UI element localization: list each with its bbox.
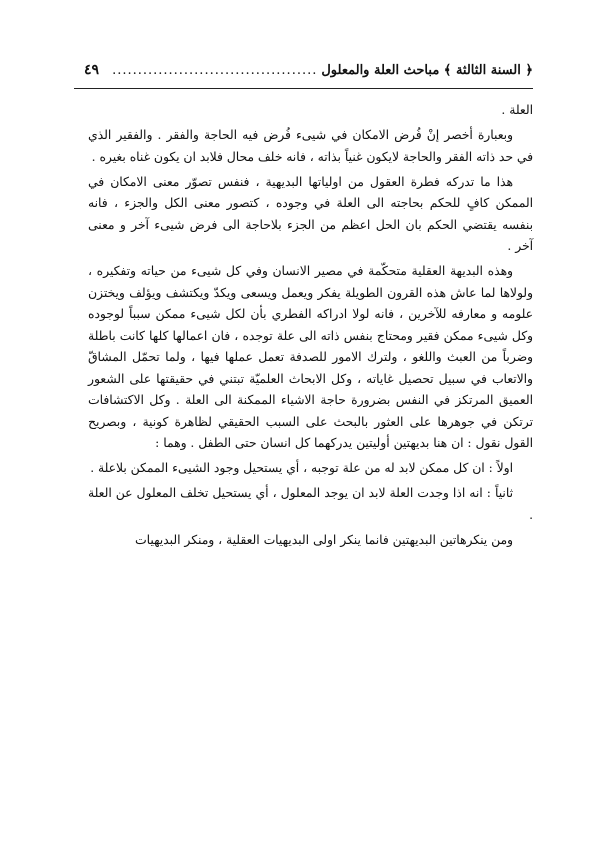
paragraph: وهذه البديهة العقلية متحكّمة في مصير الانسان وفي كل شيىء من حياته وتفكيره ، ولولاها لما عاش هذه القرون الطويلة يفكر ويعمل ويسعى ويكدّ ويكتشف ويؤلف ويختزن علومه و معارفه للآخرين ، فانه لولا ادراكه الفطري بأن لكل شيىء ممكن سبباً لوجوده وكل شيىء ممكن فقير ومحتاج بنفس ذاته الى علة توجده ، فان اعمالها كلها كانت باطلة وضرباً من العبث واللغو ، ولترك الامور للصدفة تعمل عملها فيها ، ولما تحمّل المشاقّ والاتعاب في سبيل تحصيل غاياته ، وكل الابحاث العلميّة تبتني في حقيقتها على الشعور العميق المرتكز في النفس بضرورة حاجة الاشياء الممكنة الى العلة . وكل الاكتشافات ترتكن في جوهرها على العثور بالبحث على السبب الحقيقي لظاهرة كونية ، وبصريح القول نقول : ان هنا بديهتين أوليتين يدركهما كل انسان حتى الطفل . وهما : (88, 264, 533, 450)
running-header (84, 62, 533, 88)
header-rule (74, 88, 533, 89)
page-body (88, 100, 533, 555)
page-number: ٤٩ (84, 62, 100, 78)
paragraph-first-axiom: اولاً : ان كل ممكن لابد له من علة توجبه ، أي يستحيل وجود الشيىء الممكن بلاعلة . (90, 461, 513, 475)
paragraph-second-axiom: ثانياً : انه اذا وجدت العلة لابد ان يوجد المعلول ، أي يستحيل تخلف المعلول عن العلة . (88, 486, 533, 522)
paragraph: هذا ما تدركه فطرة العقول من اولياتها البديهية ، فنفس تصوّر معنى الامكان في الممكن كافٍ للحكم بحاجته الى العلة في وجوده ، كتصور معنى الكل والجزء ، فانه بنفسه يقتضي الحكم بان الحل اعظم من الجزء بلاحاجة الى فرض شيىء آخر و معنى آخر . (88, 174, 533, 253)
paragraph-continuation: العلة . (501, 103, 533, 117)
header-title: ﴿ السنة الثالثة ﴾ مباحث العلة والمعلول (321, 63, 533, 78)
header-dot-leader: ........................................ (112, 63, 318, 78)
paragraph: وبعبارة أخصر إنْ فُرض الامكان في شيىء فُرض فيه الحاجة والفقر . والفقير الذي في حد ذاته الفقر والحاجة لايكون غنياً بذاته ، فانه خلف محال فلابد ان يكون غناه بغيره . (88, 128, 533, 164)
paragraph: ومن ينكرهاتين البديهتين فانما ينكر اولى البديهيات العقلية ، ومنكر البديهيات (135, 532, 513, 547)
